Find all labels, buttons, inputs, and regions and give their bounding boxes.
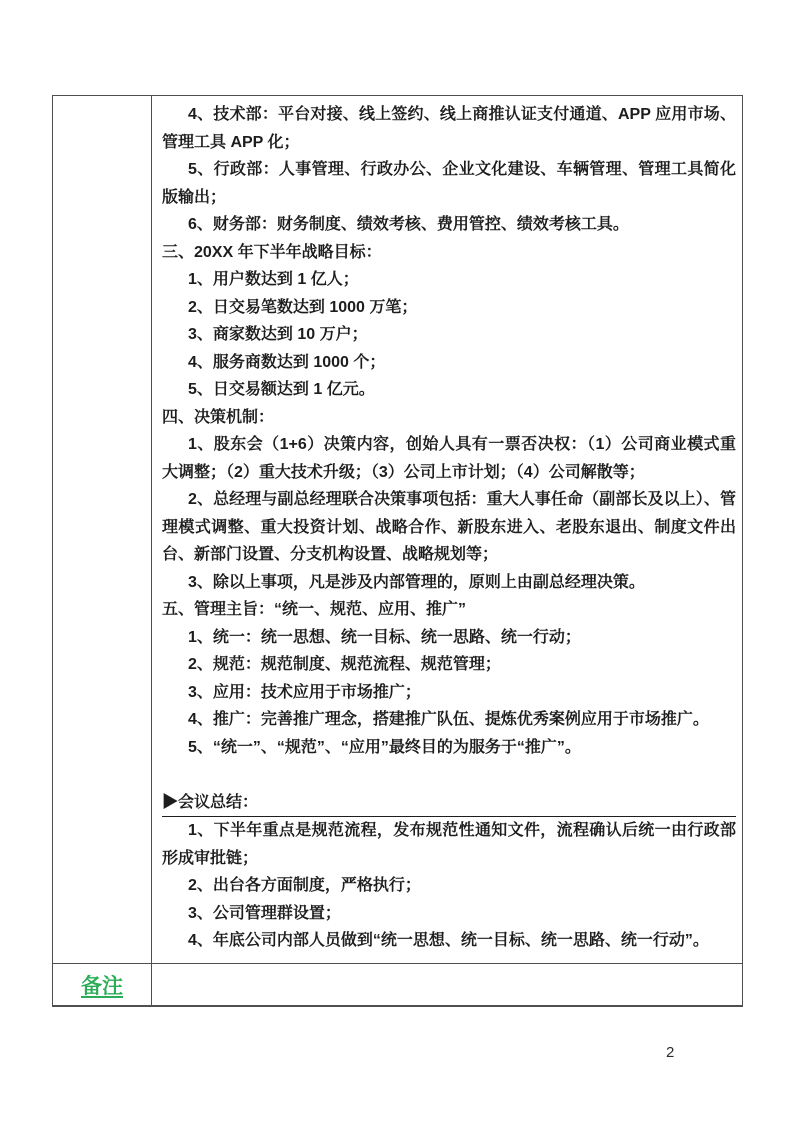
paragraph: 2、规范：规范制度、规范流程、规范管理； — [188, 656, 501, 673]
minutes-content-cell — [152, 96, 742, 963]
table-row — [53, 96, 742, 963]
note-content-cell[interactable] — [152, 964, 742, 1005]
paragraph: 4、推广：完善推广理念，搭建推广队伍、提炼优秀案例应用于市场推广。 — [188, 711, 709, 728]
paragraph: 2、总经理与副总经理联合决策事项包括：重大人事任命（副部长及以上）、管理模式调整、重大投资计划、战略合作、新股东进入、老股东退出、制度文件出台、新部门设置、分支机构设置、战略规划等； — [162, 491, 736, 563]
note-label-cell — [53, 964, 152, 1005]
paragraph: 四、决策机制： — [162, 408, 275, 426]
paragraph: 3、应用：技术应用于市场推广； — [188, 683, 421, 701]
paragraph: 4、年底公司内部人员做到“统一思想、统一目标、统一思路、统一行动”。 — [188, 932, 709, 949]
paragraph: 3、除以上事项，凡是涉及内部管理的，原则上由副总经理决策。 — [188, 573, 645, 591]
paragraph: 1、用户数达到 1 亿人； — [188, 271, 359, 288]
paragraph: 4、技术部：平台对接、线上签约、线上商推认证支付通道、APP 应用市场、管理工具 APP 化； — [162, 106, 736, 151]
paragraph: 3、商家数达到 10 万户； — [188, 326, 368, 343]
row-label-cell-empty — [53, 96, 152, 963]
minutes-table — [52, 95, 743, 1007]
paragraph: 1、统一：统一思想、统一目标、统一思路、统一行动； — [188, 628, 581, 646]
paragraph: 三、20XX 年下半年战略目标： — [162, 243, 382, 261]
paragraph: 4、服务商数达到 1000 个； — [188, 353, 386, 371]
paragraph: 5、行政部：人事管理、行政办公、企业文化建设、车辆管理、管理工具简化版输出； — [162, 161, 736, 206]
paragraph: 5、日交易额达到 1 亿元。 — [188, 381, 375, 398]
note-label: 备注 — [81, 973, 123, 998]
paragraph: 2、出台各方面制度，严格执行； — [188, 877, 421, 894]
page-number: 2 — [666, 1044, 675, 1061]
paragraph: 1、股东会（1+6）决策内容，创始人具有一票否决权：（1）公司商业模式重大调整；（2）重大技术升级；（3）公司上市计划；（4）公司解散等； — [162, 436, 736, 481]
paragraph: 五、管理主旨：“统一、规范、应用、推广” — [162, 601, 467, 618]
paragraph: 6、财务部：财务制度、绩效考核、费用管控、绩效考核工具。 — [188, 216, 629, 233]
paragraph: 5、“统一”、“规范”、“应用”最终目的为服务于“推广”。 — [188, 738, 581, 756]
paragraph: 1、下半年重点是规范流程，发布规范性通知文件，流程确认后统一由行政部形成审批链； — [162, 822, 736, 867]
paragraph: 3、公司管理群设置； — [188, 904, 341, 922]
paragraph — [162, 761, 736, 789]
table-row — [53, 963, 742, 1005]
paragraph: 2、日交易笔数达到 1000 万笔； — [188, 298, 418, 316]
summary-heading: ▶会议总结： — [162, 789, 736, 818]
